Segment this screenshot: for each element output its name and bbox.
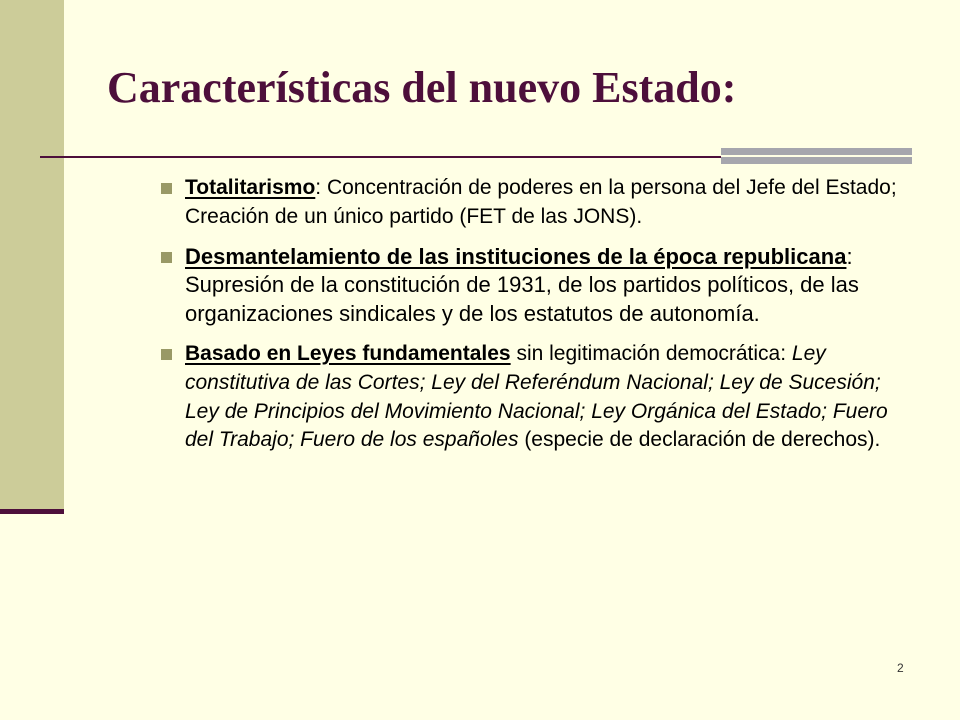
- accent-bar-bottom: [721, 157, 912, 164]
- bullet-term: Basado en Leyes fundamentales: [185, 341, 511, 365]
- bullet-item-leyes-fundamentales: [161, 340, 901, 455]
- bullet-item-desmantelamiento: [161, 243, 901, 329]
- left-decorative-band: [0, 0, 64, 512]
- bullet-item-totalitarismo: [161, 174, 901, 232]
- bullet-term: Totalitarismo: [185, 176, 316, 199]
- bullet-term: Desmantelamiento de las instituciones de la época republicana: [185, 243, 847, 269]
- bullet-tail: (especie de declaración de derechos).: [518, 428, 881, 452]
- bullet-text: : Concentración de poderes en la persona del Jefe del Estado; Creación de un único partido (FET de las JONS).: [185, 176, 897, 228]
- square-bullet-icon: [161, 349, 172, 360]
- slide-title: Características del nuevo Estado:: [107, 63, 737, 112]
- accent-bar-top: [721, 148, 912, 155]
- square-bullet-icon: [161, 252, 172, 263]
- bullet-list: [161, 174, 901, 466]
- accent-bars: [721, 148, 912, 166]
- left-band-underline: [0, 509, 64, 514]
- title-divider: [40, 156, 721, 158]
- bullet-text: sin legitimación democrática:: [510, 341, 792, 365]
- page-number: 2: [897, 661, 904, 675]
- square-bullet-icon: [161, 183, 172, 194]
- laws-list: Ley constitutiva de las Cortes; Ley del Referéndum Nacional; Ley de Sucesión; Ley de Principios del Movimiento Nacional; Ley Orgánica del Estado; Fuero del Trabajo; Fuero de los españoles: [185, 341, 888, 452]
- bullet-text: : Supresión de la constitución de 1931, de los partidos políticos, de las organizaciones sindicales y de los estatutos de autonomía.: [185, 243, 859, 327]
